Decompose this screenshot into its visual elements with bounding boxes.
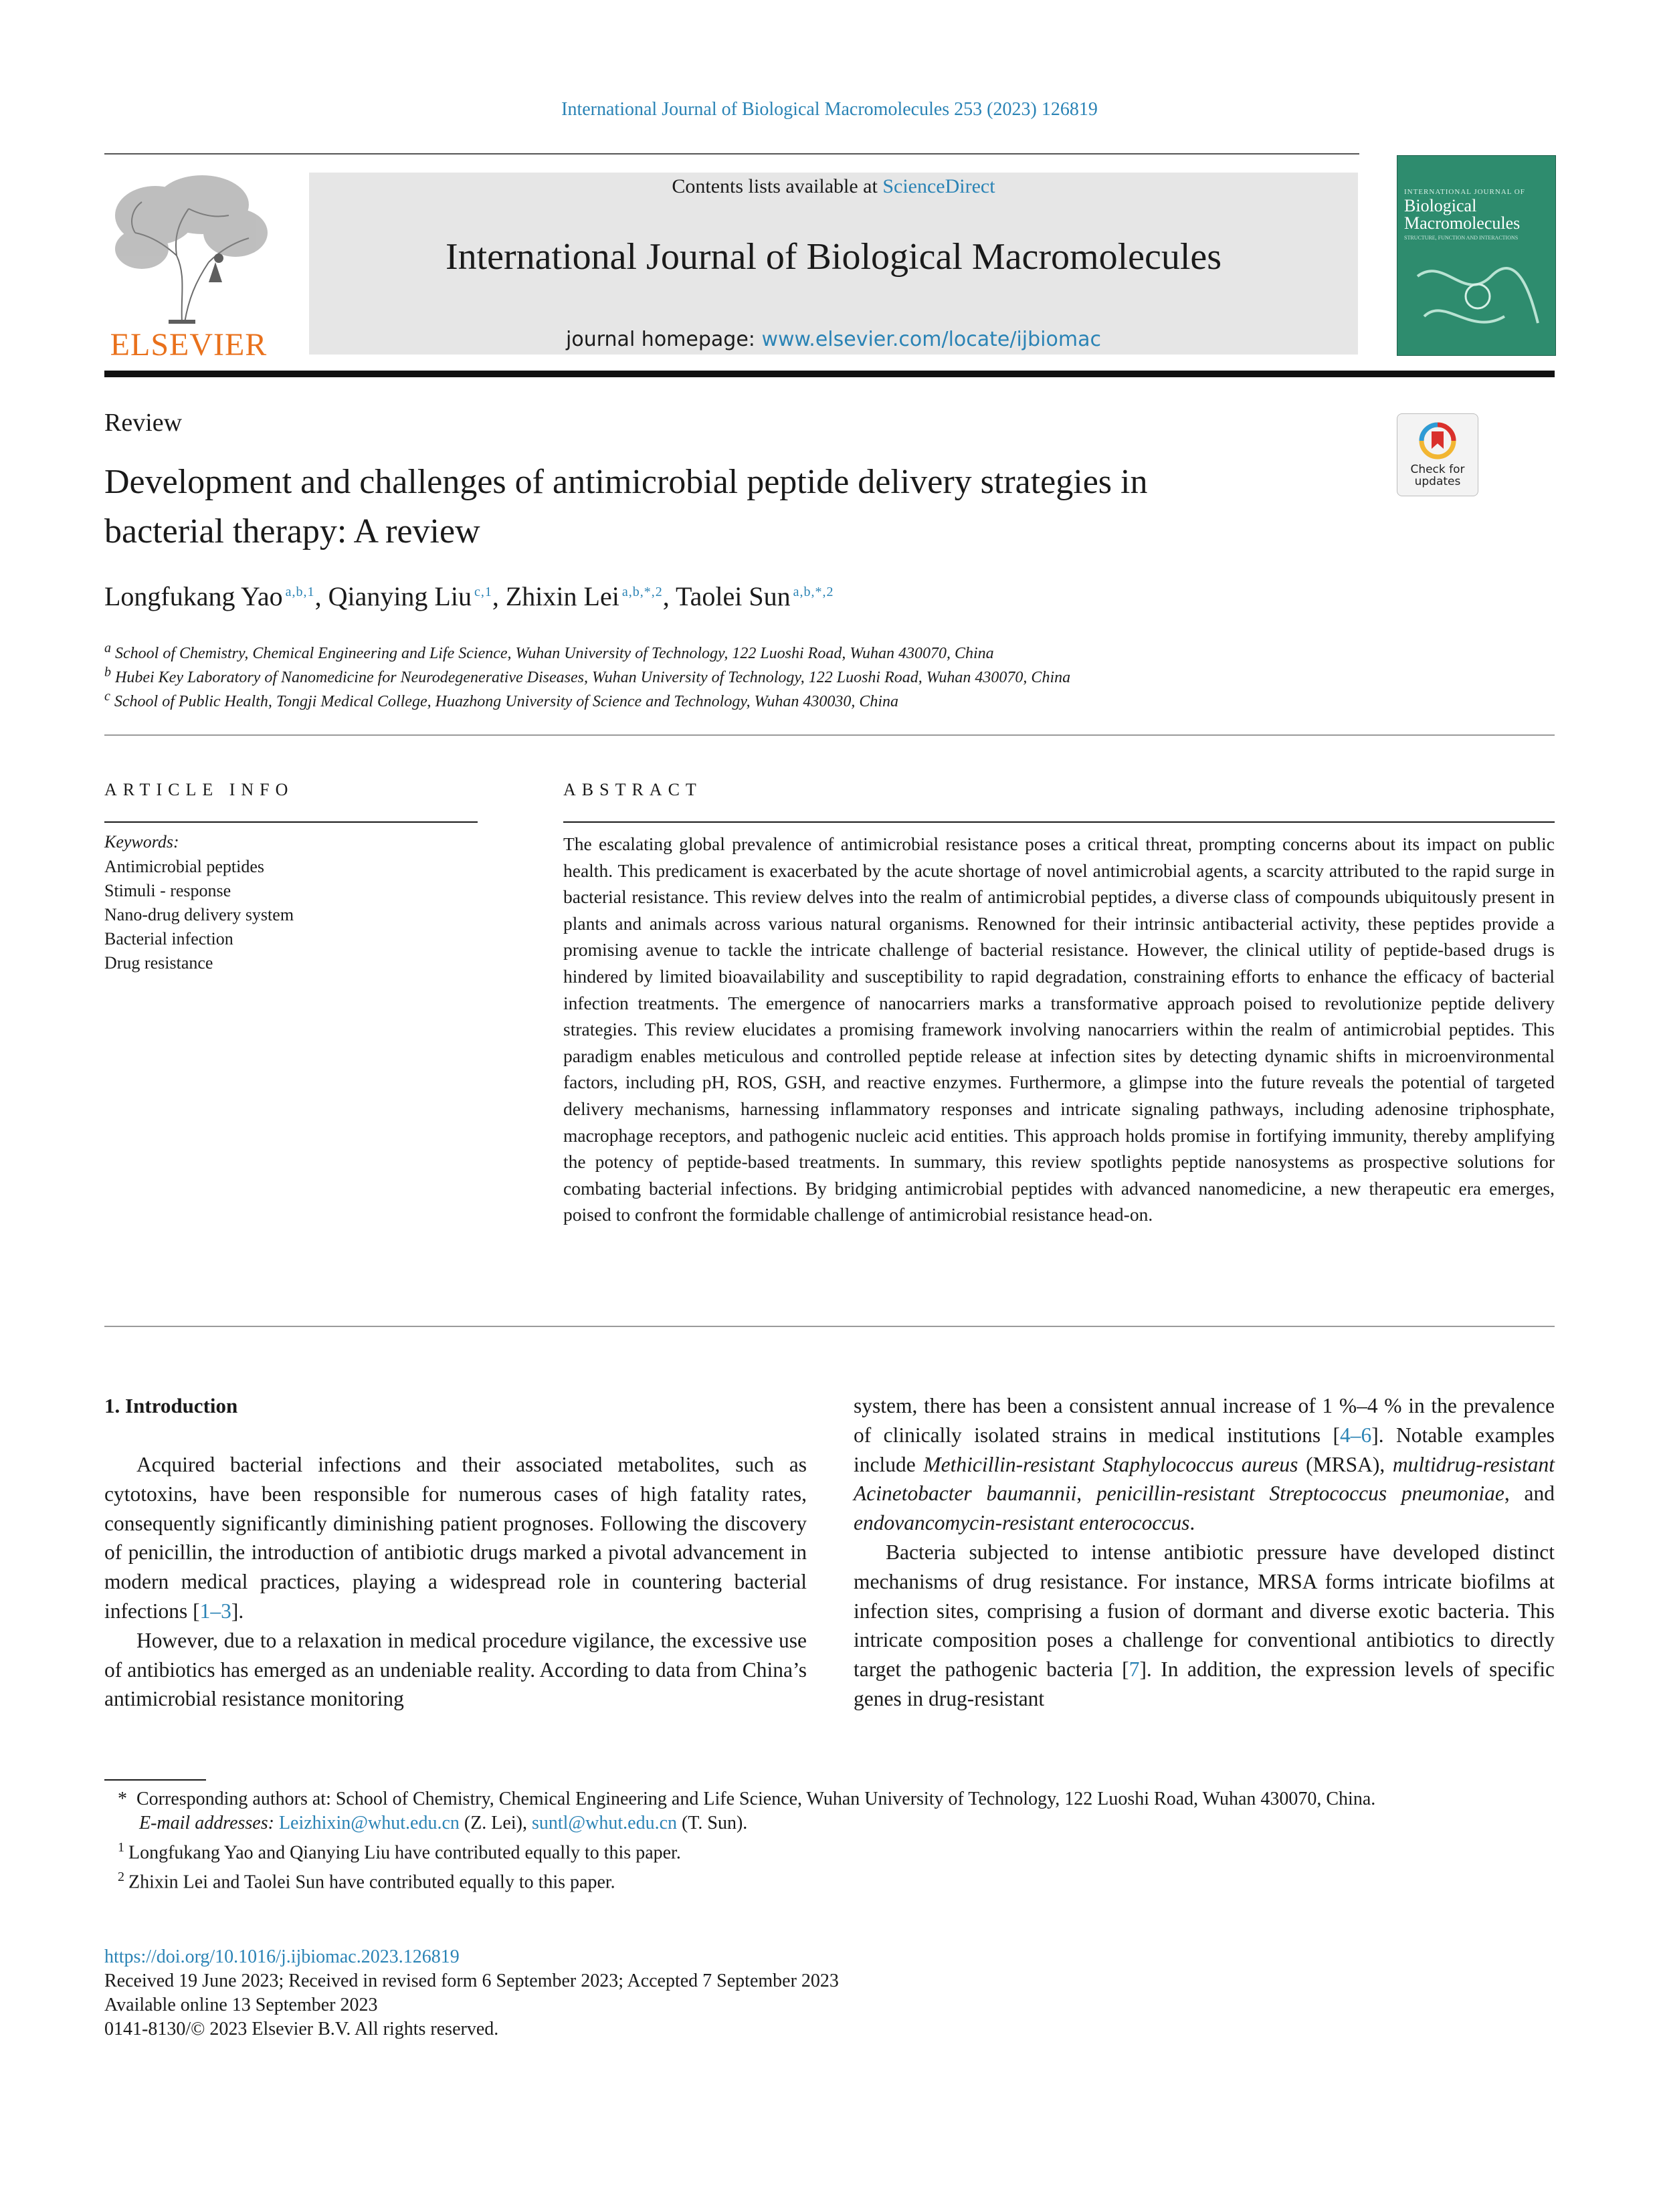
header-divider bbox=[104, 153, 1359, 155]
cover-title-b: Macromolecules bbox=[1404, 213, 1521, 233]
text-run: , and bbox=[1504, 1482, 1555, 1506]
author-separator: , bbox=[314, 581, 328, 611]
divider bbox=[104, 734, 1555, 736]
keywords-label: Keywords: bbox=[104, 832, 179, 851]
publication-info bbox=[104, 1945, 839, 2041]
footnote-2 bbox=[104, 1865, 1555, 1894]
footnote-rule bbox=[104, 1779, 206, 1781]
article-info-rule bbox=[104, 821, 478, 823]
footnote-mark: 2 bbox=[118, 1870, 124, 1885]
footnote-emails bbox=[104, 1811, 1555, 1835]
affiliation-mark: b bbox=[104, 665, 111, 680]
cover-protein-illustration bbox=[1404, 249, 1549, 343]
paragraph bbox=[104, 1450, 807, 1626]
email-label: E-mail addresses: bbox=[139, 1813, 274, 1833]
organism-name: Methicillin-resistant Staphylococcus aureus bbox=[923, 1452, 1298, 1476]
text-run: Bacteria subjected to intense antibiotic pressure have developed distinct mechanisms of drug resistance. For instance, MRSA forms intricate biofilms at infection sites, comprising a fusion of dormant and diverse exotic bacteria. This intricate composition poses a challenge for conventional antibiotics to directly target the pathogenic bacteria [ bbox=[854, 1540, 1555, 1682]
affiliation-text: School of Chemistry, Chemical Engineering and Life Science, Wuhan University of Technology, 122 Luoshi Road, Wuhan 430070, China bbox=[115, 645, 994, 662]
body-column-left bbox=[104, 1450, 807, 1714]
footnote-text: Longfukang Yao and Qianying Liu have contributed equally to this paper. bbox=[128, 1842, 681, 1864]
email-link[interactable]: Leizhixin@whut.edu.cn bbox=[278, 1813, 460, 1833]
citation-link[interactable]: 1–3 bbox=[199, 1599, 231, 1623]
cover-line-1: INTERNATIONAL JOURNAL OF bbox=[1404, 188, 1525, 196]
crossmark-label bbox=[1397, 464, 1478, 488]
author-affiliation-marks[interactable]: a,b,*,2 bbox=[621, 584, 663, 599]
masthead-thick-rule bbox=[104, 371, 1555, 377]
text-run: system, there has been a consistent annual increase of 1 %–4 % in the prevalence of clinically isolated strains in medical institutions [ bbox=[854, 1394, 1555, 1447]
organism-name: endovancomycin-resistant enterococcus bbox=[854, 1511, 1190, 1535]
abstract-body: The escalating global prevalence of antimicrobial resistance poses a critical threat, prompting concerns about its impact on public health. This predicament is exacerbated by the acute shortage of novel antimicrobial agents, a scarcity attributed to the rapid surge in bacterial resistance. This review delves into the realm of antimicrobial peptides, a diverse class of compounds ubiquitously present in plants and animals across various natural organisms. Renowned for their intrinsic antibacterial activity, these peptides provide a promising avenue to tackle the intricate challenge of bacterial resistance. However, the clinical utility of peptide-based drugs is hindered by limited bioavailability and susceptibility to rapid degradation, constraining efforts to enhance the efficacy of bacterial infection treatments. The emergence of nanocarriers marks a transformative approach poised to revolutionize peptide delivery strategies. This review elucidates a promising framework involving nanocarriers within the realm of antimicrobial peptides. This paradigm enables meticulous and controlled peptide release at infection sites by detecting dynamic shifts in microenvironmental factors, including pH, ROS, GSH, and reactive enzymes. Furthermore, a glimpse into the future reveals the potential of targeted delivery mechanisms, harnessing inflammatory responses and intricate signaling pathways, including adenosine triphosphate, macrophage receptors, and pathogenic nucleic acid entities. This approach holds promise in fortifying immunity, thereby amplifying the potency of peptide-based treatments. In summary, this review spotlights peptide nanosystems as prospective solutions for combating bacterial infections. By bridging antimicrobial peptides with advanced nanomedicine, a new therapeutic era emerges, poised to confront the formidable challenge of antimicrobial resistance head-on. bbox=[563, 833, 1555, 1225]
contents-prefix: Contents lists available at bbox=[672, 175, 878, 197]
article-info-heading: ARTICLE INFO bbox=[104, 780, 294, 799]
section-heading-introduction: 1. Introduction bbox=[104, 1394, 238, 1417]
organism-name: multidrug-resistant Acinetobacter baumannii bbox=[854, 1452, 1555, 1506]
author-name: Qianying Liu bbox=[328, 581, 472, 611]
homepage-link[interactable]: www.elsevier.com/locate/ijbiomac bbox=[761, 328, 1101, 351]
crossmark-icon bbox=[1419, 421, 1456, 462]
author-affiliation-marks[interactable]: a,b,*,2 bbox=[793, 584, 834, 599]
email-link[interactable]: suntl@whut.edu.cn bbox=[531, 1813, 678, 1833]
title-line-1: Development and challenges of antimicrobial peptide delivery strategies in bbox=[104, 463, 1148, 501]
citation-link[interactable]: 7 bbox=[1129, 1657, 1140, 1682]
crossmark-line-2: updates bbox=[1414, 475, 1461, 488]
text-run: (MRSA), bbox=[1306, 1452, 1385, 1476]
text-run: , bbox=[1076, 1482, 1082, 1506]
footnote-mark: 1 bbox=[118, 1840, 124, 1855]
affiliation-text: School of Public Health, Tongji Medical College, Huazhong University of Science and Technology, Wuhan 430030, China bbox=[114, 693, 898, 710]
author-affiliation-marks[interactable]: c,1 bbox=[474, 584, 492, 599]
citation-link[interactable]: 4–6 bbox=[1339, 1423, 1372, 1447]
cover-subtitle: STRUCTURE, FUNCTION AND INTERACTIONS bbox=[1404, 235, 1519, 241]
check-for-updates-badge[interactable] bbox=[1397, 413, 1478, 496]
running-header[interactable]: International Journal of Biological Macromolecules 253 (2023) 126819 bbox=[561, 99, 1098, 120]
footnote-corresponding bbox=[104, 1787, 1555, 1811]
text-run: . bbox=[1189, 1511, 1195, 1535]
cover-title bbox=[1404, 197, 1520, 232]
footnote-star: * bbox=[118, 1789, 136, 1809]
affiliation-text: Hubei Key Laboratory of Nanomedicine for Neurodegenerative Diseases, Wuhan University of Technology, 122 Luoshi Road, Wuhan 430070, China bbox=[115, 669, 1071, 686]
sciencedirect-link[interactable]: ScienceDirect bbox=[882, 175, 995, 197]
journal-title: International Journal of Biological Macromolecules bbox=[445, 236, 1222, 278]
divider bbox=[104, 1326, 1555, 1327]
footnote-1 bbox=[104, 1835, 1555, 1865]
copyright: 0141-8130/© 2023 Elsevier B.V. All rights reserved. bbox=[104, 2019, 499, 2039]
footnotes bbox=[104, 1787, 1555, 1895]
paragraph bbox=[854, 1391, 1555, 1538]
author-name: Longfukang Yao bbox=[104, 581, 283, 611]
author-separator: , bbox=[662, 581, 676, 611]
article-history: Received 19 June 2023; Received in revised form 6 September 2023; Accepted 7 September 2023 bbox=[104, 1971, 839, 1991]
available-online: Available online 13 September 2023 bbox=[104, 1995, 378, 2015]
affiliation-a bbox=[104, 641, 994, 663]
keyword-item: Bacterial infection bbox=[104, 929, 233, 948]
author-name: Taolei Sun bbox=[676, 581, 791, 611]
title-line-2: bacterial therapy: A review bbox=[104, 512, 480, 550]
elsevier-wordmark: ELSEVIER bbox=[110, 327, 268, 363]
footnote-text: Zhixin Lei and Taolei Sun have contributed equally to this paper. bbox=[128, 1872, 615, 1893]
body-column-right bbox=[854, 1391, 1555, 1714]
text-run: Acquired bacterial infections and their associated metabolites, such as cytotoxins, have been responsible for numerous cases of high fatality rates, consequently significantly diminishing patient prognoses. Following the discovery of penicillin, the introduction of antibiotic drugs marked a pivotal advancement in modern medical practices, playing a widespread role in countering bacterial infections [ bbox=[104, 1453, 807, 1623]
paragraph: However, due to a relaxation in medical procedure vigilance, the excessive use of antibiotics has emerged as an undeniable reality. According to data from China’s antimicrobial resistance monitoring bbox=[104, 1628, 807, 1711]
abstract-rule bbox=[563, 821, 1555, 823]
text-run: ]. In addition, the expression levels of specific genes in drug-resistant bbox=[854, 1657, 1555, 1710]
article-title bbox=[104, 458, 1375, 557]
journal-cover-image[interactable] bbox=[1397, 155, 1556, 356]
author-separator: , bbox=[492, 581, 506, 611]
contents-line bbox=[309, 175, 1358, 198]
abstract-heading: ABSTRACT bbox=[563, 780, 702, 799]
paragraph bbox=[854, 1538, 1555, 1714]
affiliation-c bbox=[104, 689, 898, 711]
keyword-item: Antimicrobial peptides bbox=[104, 857, 265, 876]
author-affiliation-marks[interactable]: a,b,1 bbox=[285, 584, 315, 599]
footnote-text: Corresponding authors at: School of Chemistry, Chemical Engineering and Life Science, Wuhan University of Technology, 122 Luoshi Road, Wuhan 430070, China. bbox=[136, 1789, 1376, 1809]
cover-title-a: Biological bbox=[1404, 196, 1477, 215]
email-owner: (T. Sun). bbox=[682, 1813, 748, 1833]
email-owner: (Z. Lei), bbox=[464, 1813, 527, 1833]
doi-link[interactable]: https://doi.org/10.1016/j.ijbiomac.2023.126819 bbox=[104, 1946, 460, 1967]
affiliation-mark: a bbox=[104, 641, 111, 656]
keyword-item: Nano-drug delivery system bbox=[104, 905, 294, 924]
author-name: Zhixin Lei bbox=[505, 581, 619, 611]
author-list bbox=[104, 581, 834, 612]
text-run: ]. Notable examples include bbox=[854, 1423, 1555, 1476]
homepage-prefix: journal homepage: bbox=[566, 328, 755, 351]
affiliation-mark: c bbox=[104, 689, 110, 704]
keywords-list bbox=[104, 855, 294, 975]
organism-name: penicillin-resistant Streptococcus pneumoniae bbox=[1096, 1482, 1504, 1506]
keyword-item: Drug resistance bbox=[104, 953, 213, 973]
keyword-item: Stimuli - response bbox=[104, 881, 231, 900]
homepage-line bbox=[309, 328, 1358, 351]
article-type: Review bbox=[104, 409, 183, 437]
text-run: ]. bbox=[231, 1599, 244, 1623]
affiliation-b bbox=[104, 665, 1070, 687]
crossmark-line-1: Check for bbox=[1410, 463, 1465, 476]
